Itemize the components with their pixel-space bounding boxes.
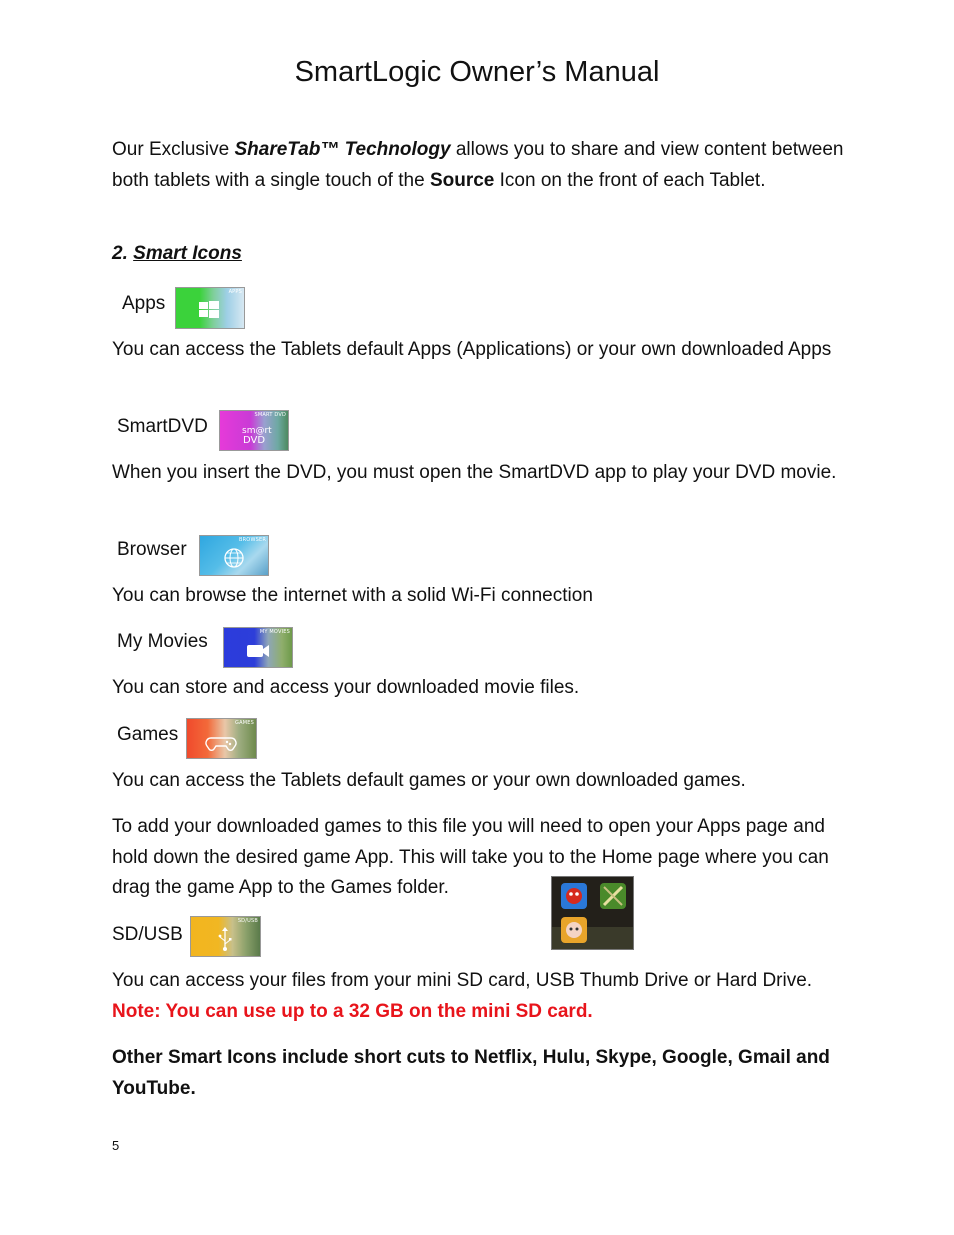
movies-description: You can store and access your downloaded movie files. bbox=[112, 677, 580, 698]
games-icon[interactable]: GAMES bbox=[186, 718, 257, 759]
sdusb-icon[interactable]: SD/USB bbox=[190, 916, 261, 957]
sharetab-brand: ShareTab™ Technology bbox=[234, 139, 451, 160]
games-label: Games bbox=[117, 724, 179, 745]
page-number: 5 bbox=[112, 1138, 120, 1153]
page-title: SmartLogic Owner’s Manual bbox=[294, 56, 660, 88]
svg-text:sm@rt: sm@rt bbox=[242, 426, 272, 436]
smartdvd-label: SmartDVD bbox=[117, 416, 208, 437]
apps-label: Apps bbox=[122, 293, 166, 314]
apps-icon[interactable]: APPS bbox=[175, 287, 245, 329]
apps-description: You can access the Tablets default Apps (Applications) or your own downloaded Apps bbox=[112, 339, 832, 360]
sd-card-note: Note: You can use up to a 32 GB on the mini SD card. bbox=[112, 1000, 593, 1022]
browser-description: You can browse the internet with a solid Wi-Fi connection bbox=[112, 585, 593, 606]
sdusb-description: You can access your files from your mini SD card, USB Thumb Drive or Hard Drive. Note: You can use up to a 32 GB on the mini SD card. bbox=[112, 970, 813, 1022]
source-word: Source bbox=[429, 169, 495, 191]
svg-text:DVD: DVD bbox=[243, 435, 266, 446]
smartdvd-icon[interactable]: SMART DVD sm@rt DVD bbox=[219, 410, 289, 451]
movies-icon[interactable]: MY MOVIES bbox=[223, 627, 293, 668]
browser-label: Browser bbox=[117, 539, 187, 560]
section-heading: 2. Smart Icons bbox=[112, 243, 242, 264]
browser-icon[interactable]: BROWSER bbox=[199, 535, 269, 576]
games-instructions: To add your downloaded games to this file you will need to open your Apps page and hold down the desired game App. This will take you to the Home page where you can drag the game App to the Games folder. bbox=[112, 816, 829, 898]
games-description: You can access the Tablets default games or your own downloaded games. bbox=[112, 770, 746, 791]
other-icons-paragraph: Other Smart Icons include short cuts to Netflix, Hulu, Skype, Google, Gmail and YouTube. bbox=[112, 1047, 830, 1099]
movies-label: My Movies bbox=[117, 631, 208, 652]
sdusb-label: SD/USB bbox=[112, 924, 183, 945]
smartdvd-description: When you insert the DVD, you must open the SmartDVD app to play your DVD movie. bbox=[112, 462, 837, 483]
intro-paragraph: Our Exclusive ShareTab™ Technology allows you to share and view content between both tablets with a single touch of the Source Icon on the front of each Tablet. bbox=[112, 139, 844, 191]
games-folder-image bbox=[551, 876, 634, 950]
